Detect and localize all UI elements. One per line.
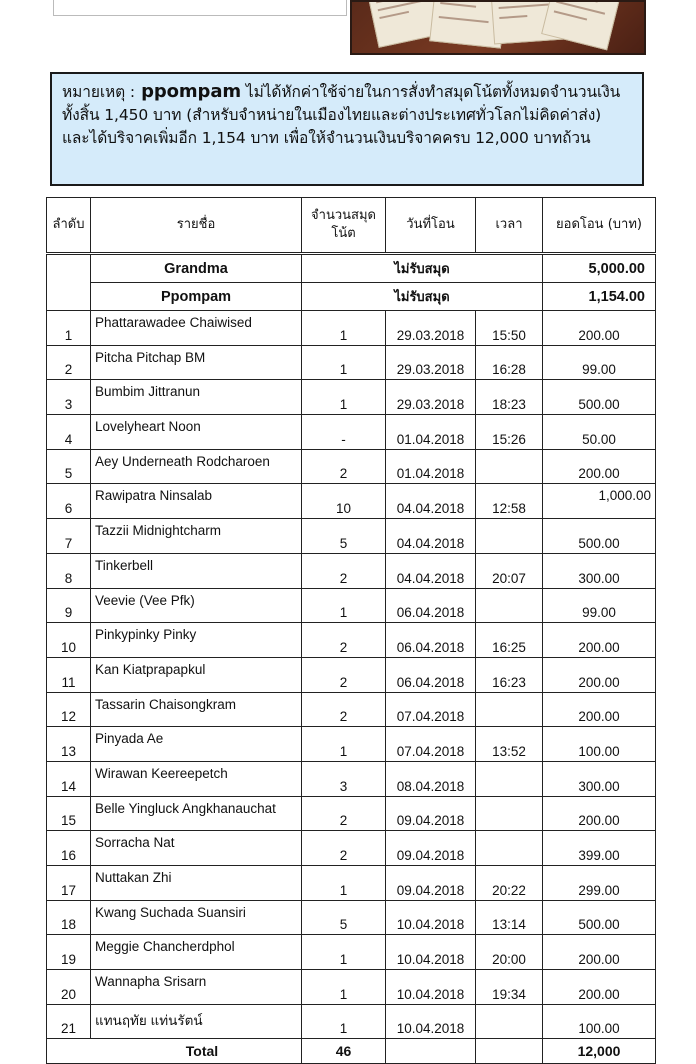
row-index: 9 (47, 588, 91, 623)
row-index: 1 (47, 311, 91, 346)
notebook-photo (350, 0, 646, 55)
notebook-qty: 2 (302, 692, 386, 727)
donor-name: Pinkypinky Pinky (91, 623, 302, 658)
transfer-date: 08.04.2018 (386, 761, 476, 796)
transfer-time: 16:23 (476, 657, 543, 692)
transfer-date: 04.04.2018 (386, 519, 476, 554)
donor-name: Meggie Chancherdphol (91, 935, 302, 970)
notebook-qty: 1 (302, 970, 386, 1005)
notebook-card (541, 0, 621, 50)
total-amount: 12,000 (543, 1039, 656, 1064)
transfer-time (476, 692, 543, 727)
notebook-qty: 1 (302, 727, 386, 762)
transfer-time (476, 588, 543, 623)
header-time: เวลา (476, 198, 543, 254)
transfer-time: 13:52 (476, 727, 543, 762)
remark-label: หมายเหตุ : (62, 83, 136, 101)
transfer-date: 09.04.2018 (386, 831, 476, 866)
donor-name: Sorracha Nat (91, 831, 302, 866)
donor-name: Kwang Suchada Suansiri (91, 900, 302, 935)
notebook-qty: 5 (302, 519, 386, 554)
remark-box (50, 72, 644, 186)
transfer-time: 16:25 (476, 623, 543, 658)
donor-name: Nuttakan Zhi (91, 866, 302, 901)
notebook-qty: 2 (302, 831, 386, 866)
transfer-amount: 200.00 (543, 623, 656, 658)
table-row (47, 866, 656, 901)
transfer-time (476, 449, 543, 484)
table-row (47, 1004, 656, 1039)
table-row (47, 311, 656, 346)
transfer-time (476, 761, 543, 796)
special-row (47, 254, 656, 283)
row-index: 17 (47, 866, 91, 901)
transfer-time: 20:00 (476, 935, 543, 970)
transfer-amount: 50.00 (543, 415, 656, 450)
transfer-amount: 99.00 (543, 588, 656, 623)
donor-name: Wannapha Srisarn (91, 970, 302, 1005)
transfer-date: 01.04.2018 (386, 415, 476, 450)
table-row (47, 796, 656, 831)
transfer-amount: 200.00 (543, 449, 656, 484)
total-row (47, 1039, 656, 1064)
row-index: 4 (47, 415, 91, 450)
table-row (47, 345, 656, 380)
total-blank (386, 1039, 476, 1064)
donor-name: Tassarin Chaisongkram (91, 692, 302, 727)
table-row (47, 692, 656, 727)
row-index: 3 (47, 380, 91, 415)
table-row (47, 449, 656, 484)
table-row (47, 727, 656, 762)
total-label: Total (47, 1039, 302, 1064)
transfer-time (476, 831, 543, 866)
transfer-time: 12:58 (476, 484, 543, 519)
transfer-date: 10.04.2018 (386, 900, 476, 935)
transfer-date: 06.04.2018 (386, 588, 476, 623)
row-index: 7 (47, 519, 91, 554)
transfer-time: 13:14 (476, 900, 543, 935)
donor-name: Aey Underneath Rodcharoen (91, 449, 302, 484)
notebook-qty: 2 (302, 449, 386, 484)
donor-table (46, 197, 656, 1064)
transfer-time: 15:50 (476, 311, 543, 346)
transfer-time: 20:07 (476, 553, 543, 588)
row-index: 14 (47, 761, 91, 796)
transfer-amount: 500.00 (543, 380, 656, 415)
transfer-date: 10.04.2018 (386, 970, 476, 1005)
table-row (47, 588, 656, 623)
notebook-qty: 2 (302, 623, 386, 658)
notebook-qty: 1 (302, 935, 386, 970)
table-row (47, 623, 656, 658)
donor-name: Veevie (Vee Pfk) (91, 588, 302, 623)
notebook-qty: 1 (302, 380, 386, 415)
table-row (47, 970, 656, 1005)
transfer-date: 09.04.2018 (386, 866, 476, 901)
transfer-time: 19:34 (476, 970, 543, 1005)
special-note: ไม่รับสมุด (302, 254, 543, 283)
remark-donor-name: ppompam (141, 81, 242, 102)
transfer-date: 10.04.2018 (386, 935, 476, 970)
transfer-date: 09.04.2018 (386, 796, 476, 831)
transfer-amount: 100.00 (543, 727, 656, 762)
total-qty: 46 (302, 1039, 386, 1064)
transfer-amount: 399.00 (543, 831, 656, 866)
transfer-amount: 100.00 (543, 1004, 656, 1039)
special-name: Grandma (91, 254, 302, 283)
donor-name: Tazzii Midnightcharm (91, 519, 302, 554)
transfer-date: 29.03.2018 (386, 345, 476, 380)
transfer-amount: 200.00 (543, 311, 656, 346)
header-index: ลำดับ (47, 198, 91, 254)
header-name: รายชื่อ (91, 198, 302, 254)
transfer-date: 07.04.2018 (386, 692, 476, 727)
row-index: 8 (47, 553, 91, 588)
transfer-date: 01.04.2018 (386, 449, 476, 484)
transfer-time: 16:28 (476, 345, 543, 380)
row-index: 16 (47, 831, 91, 866)
donor-name: Pinyada Ae (91, 727, 302, 762)
table-row (47, 935, 656, 970)
transfer-amount: 99.00 (543, 345, 656, 380)
notebook-qty: 1 (302, 866, 386, 901)
row-index: 11 (47, 657, 91, 692)
special-amount: 5,000.00 (543, 254, 656, 283)
remark-text: ไม่ได้หักค่าใช้จ่ายในการสั่งทำสมุดโน้ตทั้งหมดจำนวนเงินทั้งสิ้น 1,450 บาท (สำหรับจำหน่ายในเมืองไทยและต่างประเทศทั่วโลกไม่คิดค่าส่ง) และได้บริจาคเพิ่มอีก 1,154 บาท เพื่อให้จำนวนเงินบริจาคครบ 12,000 บาทถ้วน (62, 83, 621, 147)
donor-name: Pitcha Pitchap BM (91, 345, 302, 380)
transfer-amount: 1,000.00 (543, 484, 656, 519)
notebook-qty: 2 (302, 553, 386, 588)
row-index: 6 (47, 484, 91, 519)
header-qty: จำนวนสมุดโน้ต (302, 198, 386, 254)
table-row (47, 831, 656, 866)
row-index: 21 (47, 1004, 91, 1039)
transfer-date: 04.04.2018 (386, 553, 476, 588)
row-index: 18 (47, 900, 91, 935)
transfer-amount: 300.00 (543, 553, 656, 588)
table-row (47, 657, 656, 692)
transfer-date: 04.04.2018 (386, 484, 476, 519)
special-name: Ppompam (91, 283, 302, 311)
donor-name: Bumbim Jittranun (91, 380, 302, 415)
table-row (47, 484, 656, 519)
notebook-qty: 1 (302, 311, 386, 346)
header-date: วันที่โอน (386, 198, 476, 254)
transfer-amount: 200.00 (543, 692, 656, 727)
notebook-qty: - (302, 415, 386, 450)
donor-name: แทนฤทัย แท่นรัตน์ (91, 1004, 302, 1039)
special-row (47, 283, 656, 311)
transfer-date: 06.04.2018 (386, 657, 476, 692)
notebook-qty: 2 (302, 657, 386, 692)
table-row (47, 761, 656, 796)
transfer-time: 20:22 (476, 866, 543, 901)
table-row (47, 900, 656, 935)
donor-name: Belle Yingluck Angkhanauchat (91, 796, 302, 831)
donor-name: Lovelyheart Noon (91, 415, 302, 450)
notebook-qty: 1 (302, 1004, 386, 1039)
transfer-date: 29.03.2018 (386, 380, 476, 415)
special-note: ไม่รับสมุด (302, 283, 543, 311)
row-index: 20 (47, 970, 91, 1005)
donor-name: Phattarawadee Chaiwised (91, 311, 302, 346)
transfer-date: 10.04.2018 (386, 1004, 476, 1039)
notebook-qty: 2 (302, 796, 386, 831)
notebook-qty: 5 (302, 900, 386, 935)
notebook-qty: 3 (302, 761, 386, 796)
transfer-amount: 299.00 (543, 866, 656, 901)
notebook-qty: 10 (302, 484, 386, 519)
row-index: 10 (47, 623, 91, 658)
transfer-date: 07.04.2018 (386, 727, 476, 762)
table-row (47, 519, 656, 554)
donor-name: Wirawan Keereepetch (91, 761, 302, 796)
transfer-amount: 500.00 (543, 519, 656, 554)
donor-name: Kan Kiatprapapkul (91, 657, 302, 692)
transfer-time (476, 796, 543, 831)
table-row (47, 553, 656, 588)
notebook-qty: 1 (302, 588, 386, 623)
row-index: 2 (47, 345, 91, 380)
transfer-time (476, 519, 543, 554)
row-index: 12 (47, 692, 91, 727)
transfer-time: 18:23 (476, 380, 543, 415)
row-index: 13 (47, 727, 91, 762)
transfer-time: 15:26 (476, 415, 543, 450)
blank-index-cell (47, 254, 91, 311)
transfer-time (476, 1004, 543, 1039)
transfer-amount: 200.00 (543, 796, 656, 831)
row-index: 5 (47, 449, 91, 484)
transfer-date: 06.04.2018 (386, 623, 476, 658)
donor-name: Rawipatra Ninsalab (91, 484, 302, 519)
total-blank (476, 1039, 543, 1064)
transfer-amount: 200.00 (543, 970, 656, 1005)
transfer-amount: 500.00 (543, 900, 656, 935)
transfer-amount: 200.00 (543, 935, 656, 970)
row-index: 15 (47, 796, 91, 831)
top-text-box (53, 0, 347, 16)
header-amount: ยอดโอน (บาท) (543, 198, 656, 254)
special-amount: 1,154.00 (543, 283, 656, 311)
table-row (47, 415, 656, 450)
table-row (47, 380, 656, 415)
transfer-amount: 200.00 (543, 657, 656, 692)
transfer-amount: 300.00 (543, 761, 656, 796)
notebook-qty: 1 (302, 345, 386, 380)
transfer-date: 29.03.2018 (386, 311, 476, 346)
donor-name: Tinkerbell (91, 553, 302, 588)
table-header-row (47, 198, 656, 254)
row-index: 19 (47, 935, 91, 970)
